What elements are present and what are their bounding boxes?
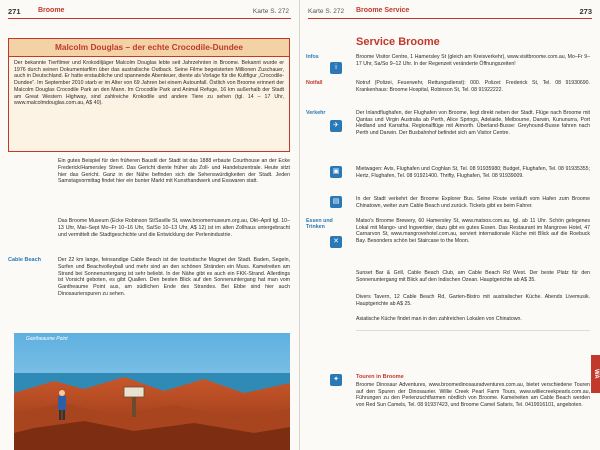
touren-text: Broome Dinosaur Adventures, www.broomedinosauradventures.com.au, bietet verschiedene Touren auf den Spuren der Dinosaurier. Willie Creek Pearl Farm Tours, www.williecreekpearls.com.au, Führungen zu den Perlenzuchtfarmen nördlich von Broome. Kamelreiten am Cable Beach werden von Red Sun Camels, Tel. 08 91937423, und Broome Camel Safaris, Tel. 0419916101, angeboten.: [356, 382, 590, 409]
paragraph-courthouse: Ein gutes Beispiel für den früheren Baustil der Stadt ist das 1888 erbaute Courthouse an der Ecke Frederick/Hamersley Street. Das Gericht diente früher als Zoll- und Handelszentrale. Heute sitzt hier das Gericht. Ganz in der Nähe befinden sich die Sehenswürdigkeiten der Stadt. Jeden Samstagvormittag findet hier ein bunter Markt mit Kunsthandwerk und Esswaren statt.: [58, 158, 290, 185]
right-page-number: 273: [579, 7, 592, 16]
stadtbus-text: In der Stadt verkehrt der Broome Explorer Bus. Seine Route verläuft vom Hafen zum Broome Chinatown, weiter zum Cable Beach und zurück. Tickets gibt es beim Fahrer.: [356, 196, 590, 209]
notfall-text: Notruf (Polizei, Feuerwehr, Rettungsdienst): 000. Polizei: Frederick St, Tel. 08 91930690. Krankenhaus: Broome Hospital, Robinson St, Tel. 08 91922222.: [356, 80, 590, 93]
sunset-text: Sunset Bar & Grill, Cable Beach Club, am Cable Beach Rd West. Der beste Platz für den Sonnenuntergang mit Blick auf den Indischen Ozean. Hauptgerichte ab A$ 35.: [356, 270, 590, 283]
mietwagen-text: Mietwagen: Avis, Flughafen und Coghlan St, Tel. 08 91935980; Budget, Flughafen, Tel. 08 91935355; Hertz, Flughafen, Tel. 08 91921400. Thrifty, Flughafen, Tel. 08 91939009.: [356, 166, 590, 179]
car-icon: ▣: [330, 166, 342, 178]
info-text: Broome Visitor Centre, 1 Hamersley St (gleich am Kreisverkehr), www.visitbroome.com.au, Mo–Fr 9–17 Uhr, Sa/So 9–12 Uhr. In der Regenzeit veränderte Öffnungszeiten!: [356, 54, 590, 67]
photo-caption: Gantheaume Point: [26, 336, 68, 342]
paragraph-museum: Das Broome Museum (Ecke Robinson St/Saville St, www.broomemuseum.org.au, Okt–April tgl. 10–13 Uhr, Mai–Sept Mo–Fr 10–16 Uhr, Sa/So 10–13 Uhr, A$ 12) ist im alten Zollhaus untergebracht und vermittelt die Stadtgeschichte und die Entwicklung der Perlenindustrie.: [58, 218, 290, 238]
verkehr-label: Verkehr: [306, 110, 326, 116]
essen-text: Matso's Broome Brewery, 60 Hamersley St, www.matsos.com.au, tgl. ab 11 Uhr. Schön gelegenes Lokal mit Mango- und Ingwerbier, dazu gibt es gutes Essen. Das Restaurant im Mangrove Hotel, 47 Carnarvon St, www.mangrovehotel.com.au, serviert internationale Küche mit Blick auf die Roebuck Bay. Besonders schön bei Staircase to the Moon.: [356, 218, 590, 245]
verkehr-text: Der Inlandflughafen, der Flughafen von Broome, liegt direkt neben der Stadt. Flüge nach Broome mit Qantas und Virgin Australia ab Perth, Alice Springs, Adelaide, Melbourne, Darwin, Kununurra, Port Hedland und Karratha. Regionalflüge mit Airnorth. Überland-Busse: Greyhound-Busse fahren nach Perth und Darwin. Der Busbahnhof befindet sich am Visitor Centre.: [356, 110, 590, 137]
tour-icon: ✦: [330, 374, 342, 386]
plane-icon: ✈: [330, 120, 342, 132]
divers-text: Divers Tavern, 12 Cable Beach Rd, Garten-Bistro mit australischer Küche. Abends Livemusik. Hauptgerichte ab A$ 25.: [356, 294, 590, 307]
right-page-header: [300, 0, 600, 22]
left-header-title: Broome: [38, 7, 65, 14]
header-rule: [308, 18, 592, 19]
cable-beach-label: Cable Beach: [8, 257, 42, 263]
left-page-number: 271: [8, 7, 21, 16]
right-map-reference: Karte S. 272: [308, 8, 345, 15]
bus-icon: ▤: [330, 196, 342, 208]
info-label: Infos: [306, 54, 319, 60]
left-page-header: [0, 0, 299, 22]
cutlery-icon: ✕: [330, 236, 342, 248]
touren-label: Touren in Broome: [356, 374, 404, 380]
info-box-title: Malcolm Douglas – der echte Crocodile-Dundee: [9, 39, 289, 57]
essen-label: Essen und Trinken: [306, 218, 333, 230]
paragraph-cable-beach: Der 22 km lange, feinsandige Cable Beach ist der touristische Magnet der Stadt. Baden, Segeln, Surfen und Beachvolleyball und mehr sind an den schönen Stränden ein Muss. Kamelreiten am Strand bei Sonnenuntergang ist sehr beliebt. In der Nähe gibt es auch ein FKK-Strand. Allerdings ist Vorsicht geboten, es gibt Quallen. Den besten Blick auf den Sonnenuntergang hat man vom Gantheaume Point aus, am südlichen Ende des Strandes. Bei Ebbe sind hier auch Dinosaurierspuren zu sehen.: [58, 257, 290, 297]
info-box-text: Der bekannte Tierfilmer und Krokodiljäger Malcolm Douglas lebte seit Jahrzehnten in Broome. Bekannt wurde er 1976 durch seinen Dokumentarfilm über das australische Outback. Seine Filme begeisterten Millionen Zuschauer, auch in Deutschland. Er hatte erstaubliche und spannende Abenteuer, diente als Vorlage für die Kultfigur „Crocodile-Dundee“. Im September 2010 starb er im Alter von 69 Jahren bei einem Autounfall. Östlich von Broome erinnert der Malcolm Douglas Crocodile Park an den Mann. Im Crocodile Park and Animal Refuge, 16 km außerhalb der Stadt am Great Western Highway, sind zahlreiche Krokodile und andere Tiere zu sehen (tgl. 14 – 17 Uhr, www.malcolmdouglas.com.au, A$ 40).: [14, 60, 284, 107]
left-map-reference: Karte S. 272: [252, 8, 289, 15]
photo-gantheaume-point: [14, 333, 290, 450]
asian-text: Asiatische Küche findet man in den zahlreichen Lokalen von Chinatown.: [356, 316, 522, 322]
section-title: Service Broome: [356, 36, 440, 48]
section-rule: [356, 330, 590, 331]
info-icon: i: [330, 62, 342, 74]
right-header-title: Broome Service: [356, 7, 410, 14]
notfall-label: Notfall: [306, 80, 323, 86]
right-page: [300, 0, 600, 450]
region-tab: WA: [591, 355, 600, 393]
header-rule: [8, 18, 291, 19]
info-box: [8, 38, 290, 152]
